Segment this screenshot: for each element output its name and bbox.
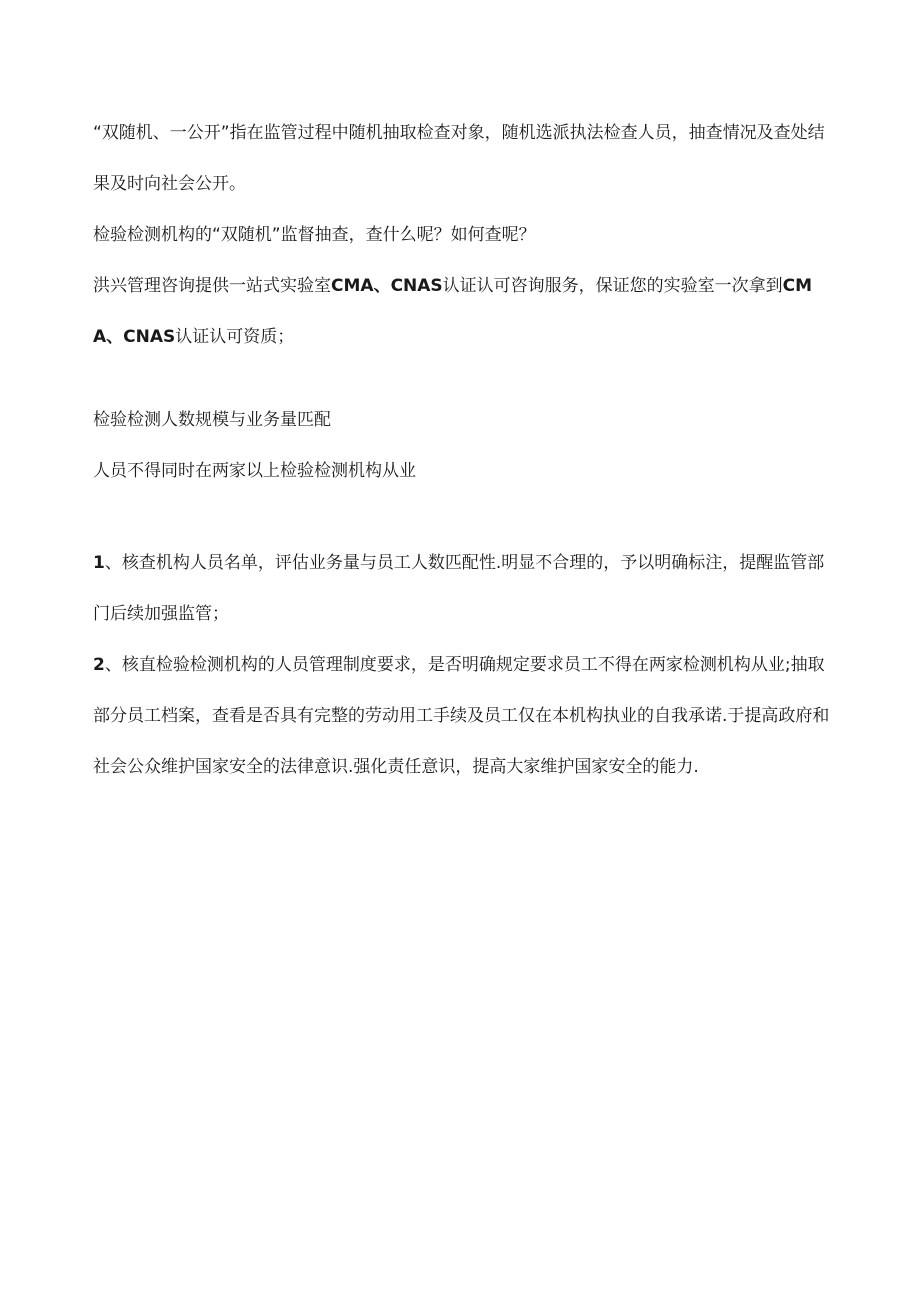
service-paragraph [93, 261, 833, 363]
step-text: 、核直检验检测机构的人员管理制度要求，是否明确规定要求员工不得在两家检测机构从业;抽取部分员工档案，查看是否具有完整的劳动用工手续及员工仅在本机构执业的自我承诺.于提高政府和社会公众维护国家安全的法律意识.强化责任意识，提高大家维护国家安全的能力. [93, 655, 830, 777]
service-prefix: 洪兴管理咨询提供一站式实验室 [93, 276, 331, 296]
question-paragraph: 检验检测机构的“双随机”监督抽查，查什么呢？如何查呢？ [93, 225, 536, 245]
service-middle: 认证认可咨询服务，保证您的实验室一次拿到 [442, 276, 783, 296]
cma-label: CMA [93, 276, 813, 347]
check-item: 检验检测人数规模与业务量匹配 [93, 410, 331, 430]
step-paragraph-2 [93, 640, 833, 793]
definition-paragraph: “双随机、一公开”指在监管过程中随机抽取检查对象，随机选派执法检查人员，抽查情况及查处结果及时向社会公开。 [93, 123, 825, 194]
separator: 、 [373, 276, 391, 296]
steps-section [93, 538, 833, 793]
service-suffix: 认证认可资质； [175, 327, 295, 347]
separator: 、 [106, 327, 124, 347]
intro-section [93, 108, 833, 363]
cnas-label: CNAS [390, 276, 443, 296]
step-paragraph-1 [93, 538, 833, 640]
step-number: 2 [93, 655, 105, 675]
cnas-label: CNAS [123, 327, 176, 347]
check-items-section [93, 395, 833, 497]
step-number: 1 [93, 553, 105, 573]
cma-label: CMA [331, 276, 374, 296]
check-item: 人员不得同时在两家以上检验检测机构从业 [93, 461, 416, 481]
step-text: 、核查机构人员名单，评估业务量与员工人数匹配性.明显不合理的，予以明确标注，提醒监管部门后续加强监管； [93, 553, 825, 624]
